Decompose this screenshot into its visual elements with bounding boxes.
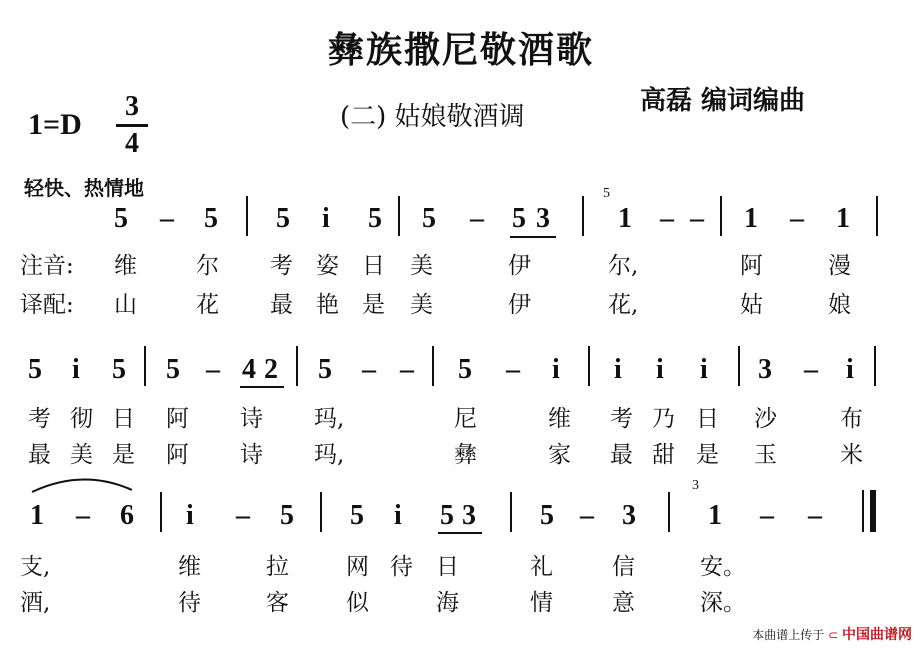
barline: [246, 196, 248, 236]
note: i: [614, 354, 622, 385]
note-dash: –: [236, 500, 250, 531]
note-dash: –: [690, 203, 704, 234]
lyric: 姑: [740, 292, 763, 318]
note: i: [846, 354, 854, 385]
footer-brand[interactable]: 中国曲谱网: [842, 627, 912, 643]
note: 5: [204, 203, 218, 234]
note: 5: [28, 354, 42, 385]
lyric: 网: [346, 554, 369, 580]
lyric: 玉: [754, 442, 777, 468]
lyric: 客: [266, 590, 289, 616]
lyric: 最: [610, 442, 633, 468]
lyric: 维: [548, 406, 571, 432]
note: 5: [512, 203, 526, 234]
beam: [438, 532, 482, 534]
note-dash: –: [160, 203, 174, 234]
lyric: 伊: [508, 292, 531, 318]
barline: [738, 346, 740, 386]
note-dash: –: [470, 203, 484, 234]
note: 3: [758, 354, 772, 385]
lyric: 待: [178, 590, 201, 616]
lyric: 酒,: [20, 590, 51, 616]
barline: [160, 492, 162, 532]
lyric: 情: [530, 590, 553, 616]
lyric: 拉: [266, 554, 289, 580]
tempo-marking: 轻快、热情地: [24, 176, 144, 200]
note: i: [72, 354, 80, 385]
lyric: 艳: [316, 292, 339, 318]
lyric: 诗: [240, 442, 263, 468]
note: 5: [422, 203, 436, 234]
lyric: 彝: [454, 442, 477, 468]
lyric: 姿: [316, 253, 339, 279]
lyric: 娘: [828, 292, 851, 318]
note: 5: [318, 354, 332, 385]
note-dash: –: [580, 500, 594, 531]
barline: [432, 346, 434, 386]
barline: [320, 492, 322, 532]
note-dash: –: [362, 354, 376, 385]
note: 5: [166, 354, 180, 385]
lyric: 阿: [740, 253, 763, 279]
lyric: 玛,: [314, 406, 345, 432]
lyric: 尔: [196, 253, 219, 279]
note: 1: [30, 500, 44, 531]
lyric: 布: [840, 406, 863, 432]
lyric: 山: [114, 292, 137, 318]
grace-note: 5: [603, 186, 610, 201]
note-dash: –: [660, 203, 674, 234]
key-signature: 1=D: [28, 108, 82, 141]
lyric: 米: [840, 442, 863, 468]
lyric: 意: [612, 590, 635, 616]
footer-text: 本曲谱上传于: [752, 628, 825, 642]
lyric: 支,: [20, 554, 51, 580]
author-credit: 高磊 编词编曲: [640, 86, 806, 116]
time-signature: [112, 92, 152, 159]
lyric: 阿: [166, 442, 189, 468]
note: 1: [618, 203, 632, 234]
lyric: 诗: [240, 406, 263, 432]
note-dash: –: [808, 500, 822, 531]
lyric: 花,: [608, 292, 639, 318]
final-barline-thin: [862, 490, 864, 532]
note: 5: [114, 203, 128, 234]
note: i: [656, 354, 664, 385]
lyric: 维: [114, 253, 137, 279]
song-title: 彝族撒尼敬酒歌: [327, 29, 594, 71]
lyric: 美: [70, 442, 93, 468]
note-dash: –: [804, 354, 818, 385]
note: 4: [242, 354, 256, 385]
site-logo-icon: ⊂: [828, 628, 839, 642]
time-signature-bottom: 4: [125, 128, 139, 159]
note-dash: –: [400, 354, 414, 385]
note: 3: [622, 500, 636, 531]
time-signature-top: 3: [125, 91, 139, 122]
lyric: 安。: [700, 554, 746, 580]
translation-label: 译配:: [20, 292, 74, 318]
note-dash: –: [790, 203, 804, 234]
note: i: [394, 500, 402, 531]
beam: [510, 236, 556, 238]
note-dash: –: [76, 500, 90, 531]
lyric: 似: [346, 590, 369, 616]
lyric: 是: [696, 442, 719, 468]
note: 1: [836, 203, 850, 234]
lyric: 玛,: [314, 442, 345, 468]
song-subtitle: (二) 姑娘敬酒调: [340, 102, 525, 132]
note: i: [700, 354, 708, 385]
final-barline-thick: [870, 490, 876, 532]
note: 5: [280, 500, 294, 531]
barline: [876, 196, 878, 236]
time-signature-line: [116, 124, 148, 127]
note-dash: –: [206, 354, 220, 385]
lyric: 深。: [700, 590, 746, 616]
lyric: 彻: [70, 406, 93, 432]
lyric: 沙: [754, 406, 777, 432]
lyric: 最: [28, 442, 51, 468]
barline: [582, 196, 584, 236]
lyric: 乃: [652, 406, 675, 432]
note: i: [552, 354, 560, 385]
lyric: 是: [362, 292, 385, 318]
note: 1: [744, 203, 758, 234]
slur: [28, 472, 138, 496]
note: i: [186, 500, 194, 531]
lyric: 维: [178, 554, 201, 580]
barline: [398, 196, 400, 236]
barline: [720, 196, 722, 236]
grace-note: 3: [692, 478, 699, 493]
lyric: 待: [390, 554, 413, 580]
lyric: 家: [548, 442, 571, 468]
lyric: 日: [362, 253, 385, 279]
note: 5: [440, 500, 454, 531]
lyric: 花: [196, 292, 219, 318]
footer: [752, 624, 912, 644]
lyric: 伊: [508, 253, 531, 279]
lyric: 是: [112, 442, 135, 468]
note: 5: [350, 500, 364, 531]
barline: [668, 492, 670, 532]
lyric: 考: [270, 253, 293, 279]
barline: [588, 346, 590, 386]
lyric: 礼: [530, 554, 553, 580]
note: 2: [264, 354, 278, 385]
lyric: 考: [610, 406, 633, 432]
note: 5: [458, 354, 472, 385]
note-dash: –: [760, 500, 774, 531]
lyric: 考: [28, 406, 51, 432]
lyric: 阿: [166, 406, 189, 432]
lyric: 日: [696, 406, 719, 432]
note-dash: –: [506, 354, 520, 385]
barline: [144, 346, 146, 386]
barline: [510, 492, 512, 532]
pronunciation-label: 注音:: [20, 253, 74, 279]
lyric: 美: [410, 253, 433, 279]
note: i: [322, 203, 330, 234]
note: 5: [112, 354, 126, 385]
lyric: 尼: [454, 406, 477, 432]
barline: [874, 346, 876, 386]
lyric: 漫: [828, 253, 851, 279]
lyric: 日: [436, 554, 459, 580]
note: 5: [540, 500, 554, 531]
note: 1: [708, 500, 722, 531]
beam: [240, 386, 284, 388]
lyric: 甜: [652, 442, 675, 468]
lyric: 海: [436, 590, 459, 616]
note: 6: [120, 500, 134, 531]
note: 5: [368, 203, 382, 234]
lyric: 日: [112, 406, 135, 432]
note: 3: [462, 500, 476, 531]
barline: [296, 346, 298, 386]
lyric: 信: [612, 554, 635, 580]
note: 3: [536, 203, 550, 234]
note: 5: [276, 203, 290, 234]
lyric: 最: [270, 292, 293, 318]
lyric: 尔,: [608, 253, 639, 279]
lyric: 美: [410, 292, 433, 318]
